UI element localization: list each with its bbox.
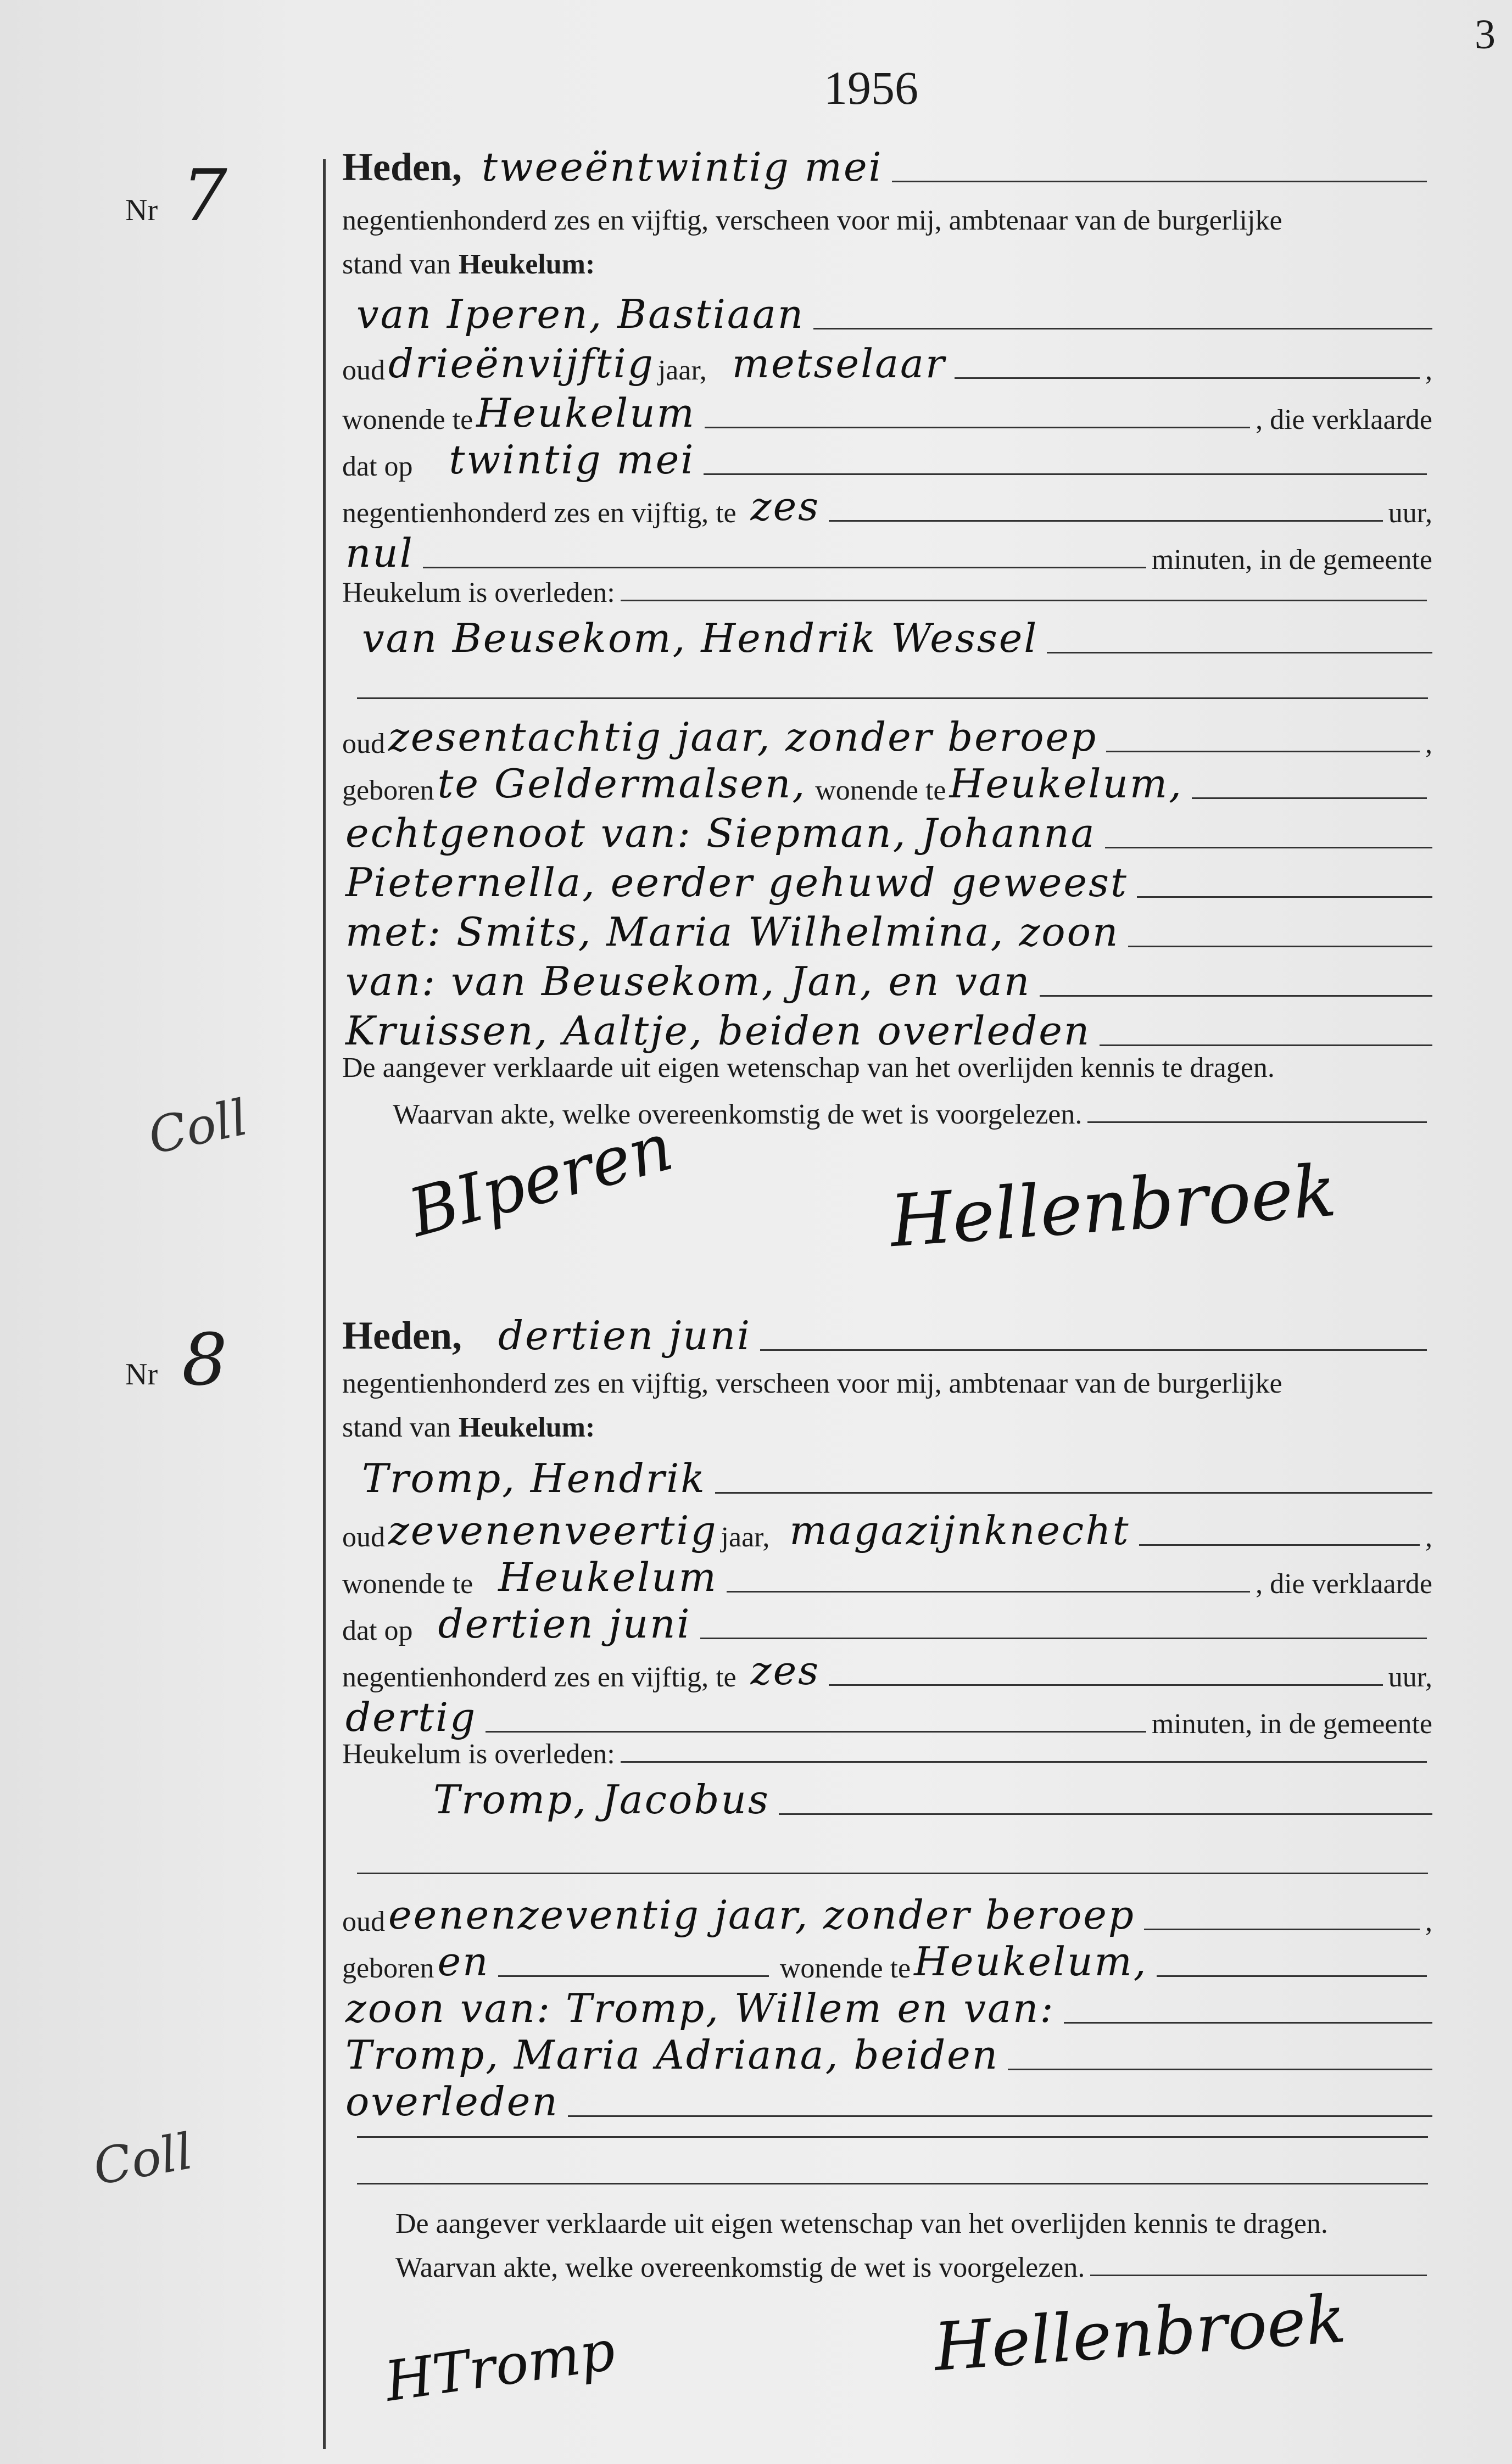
- municipality-name: Heukelum:: [458, 249, 595, 280]
- declarant-signature: HTromp: [381, 2318, 619, 2414]
- declarant-line: [342, 1455, 1432, 1501]
- heden-date: dertien juni: [498, 1312, 752, 1359]
- remark-line: [342, 958, 1432, 1004]
- knowledge-text: De aangever verklaarde uit eigen wetenschap van het overlijden kennis te dragen.: [395, 2208, 1328, 2239]
- oud-label: oud: [342, 1522, 385, 1553]
- read-text: Waarvan akte, welke overeenkomstig de wet is voorgelezen.: [393, 1099, 1083, 1130]
- remark-line: [342, 810, 1432, 856]
- overleden-label: Heukelum is overleden:: [342, 1739, 615, 1770]
- intro-line: [342, 1367, 1432, 1400]
- heden-label: Heden,: [342, 1314, 462, 1357]
- remark-line: [342, 2079, 1432, 2125]
- wonende-label: wonende te: [342, 404, 473, 435]
- death-date-line: [342, 1601, 1432, 1647]
- read-line: [393, 1098, 1432, 1131]
- declarant-line: [342, 291, 1432, 337]
- page-year: 1956: [824, 62, 918, 114]
- remark-line: [342, 2032, 1432, 2078]
- declarant-residence: Heukelum: [498, 1554, 718, 1600]
- declarant-occupation: magazijnknecht: [789, 1507, 1130, 1554]
- declarant-residence: Heukelum: [476, 390, 696, 436]
- municipality-name: Heukelum:: [458, 1412, 595, 1443]
- heden-label: Heden,: [342, 145, 462, 189]
- blank-rule: [357, 697, 1428, 699]
- age-line: oud zevenenveertig jaar, magazijnknecht ,: [342, 1507, 1432, 1554]
- death-minutes: dertig: [345, 1694, 477, 1740]
- entry-number-label: Nr: [125, 193, 158, 227]
- deceased-age-line: oud zesentachtig jaar, zonder beroep ,: [342, 714, 1432, 760]
- entry-number: [125, 1318, 227, 1401]
- age-line: oud drieënvijftig jaar, metselaar ,: [342, 340, 1432, 387]
- heden-line: [342, 1312, 1432, 1359]
- overleden-label: Heukelum is overleden:: [342, 577, 615, 608]
- datop-label: dat op: [342, 451, 413, 482]
- knowledge-line: [395, 2208, 1432, 2240]
- deceased-line: [342, 615, 1432, 661]
- wonende-label: wonende te: [779, 1953, 911, 1984]
- deceased-label-line: [342, 577, 1432, 609]
- blank-rule: [357, 1873, 1428, 1874]
- remark-text: Kruissen, Aaltje, beiden overleden: [345, 1008, 1091, 1054]
- deceased-residence: Heukelum,: [949, 761, 1184, 807]
- minuten-label: minuten, in de gemeente: [1151, 1708, 1432, 1740]
- jaar-label: jaar,: [721, 1522, 770, 1553]
- read-line: [395, 2251, 1432, 2284]
- stand-line: [342, 248, 1432, 281]
- year-text: negentienhonderd zes en vijftig, te: [342, 1662, 737, 1693]
- death-date-line: [342, 437, 1432, 483]
- remark-text: zoon van: Tromp, Willem en van:: [345, 1985, 1055, 2031]
- verklaarde-label: , die verklaarde: [1256, 404, 1432, 435]
- entry-number-label: Nr: [125, 1357, 158, 1392]
- uur-label: uur,: [1388, 498, 1432, 529]
- deceased-line: [342, 1776, 1432, 1823]
- read-text: Waarvan akte, welke overeenkomstig de wet is voorgelezen.: [395, 2252, 1085, 2283]
- remark-text: Tromp, Maria Adriana, beiden: [345, 2032, 1000, 2078]
- intro-line: [342, 204, 1432, 237]
- birth-line: [342, 761, 1432, 807]
- declarant-signature: BIperen: [401, 1109, 680, 1252]
- wonende-label: wonende te: [815, 775, 946, 806]
- deceased-age: eenenzeventig jaar, zonder beroep: [388, 1892, 1135, 1938]
- minutes-line: [342, 530, 1432, 576]
- oud-label: oud: [342, 728, 385, 759]
- coll-annotation: Coll: [143, 1088, 253, 1166]
- oud-label: oud: [342, 355, 385, 386]
- remark-text: overleden: [345, 2079, 559, 2125]
- death-hour: zes: [750, 1647, 821, 1694]
- deceased-name: Tromp, Jacobus: [433, 1776, 770, 1823]
- intro-text: negentienhonderd zes en vijftig, verscheen voor mij, ambtenaar van de burgerlijke: [342, 1368, 1282, 1399]
- deceased-residence: Heukelum,: [914, 1938, 1148, 1985]
- death-hour: zes: [750, 483, 821, 529]
- remark-text: echtgenoot van: Siepman, Johanna: [345, 810, 1096, 856]
- residence-line: [342, 390, 1432, 436]
- coll-annotation: Coll: [89, 2122, 197, 2197]
- entry-number: [125, 154, 227, 237]
- oud-label: oud: [342, 1906, 385, 1937]
- birth-place: te Geldermalsen,: [437, 761, 807, 807]
- declarant-name: Tromp, Hendrik: [362, 1455, 706, 1501]
- remark-text: Pieternella, eerder gehuwd geweest: [345, 859, 1128, 906]
- registrar-signature: Hellenbroek: [931, 2281, 1348, 2387]
- geboren-label: geboren: [342, 1953, 434, 1984]
- death-date: twintig mei: [449, 437, 695, 483]
- uur-label: uur,: [1388, 1662, 1432, 1693]
- death-minutes: nul: [345, 530, 414, 576]
- blank-rule: [357, 2183, 1428, 2184]
- birth-place: en: [437, 1938, 490, 1985]
- declarant-age: drieënvijftig: [388, 340, 655, 387]
- birth-line: [342, 1938, 1432, 1985]
- margin-rule: [323, 159, 326, 2449]
- geboren-label: geboren: [342, 775, 434, 806]
- wonende-label: wonende te: [342, 1568, 473, 1600]
- entry-number-value: 8: [182, 1318, 227, 1401]
- remark-line: [342, 1985, 1432, 2031]
- deceased-age-line: oud eenenzeventig jaar, zonder beroep ,: [342, 1892, 1432, 1938]
- remark-text: met: Smits, Maria Wilhelmina, zoon: [345, 909, 1120, 955]
- heden-date: tweeëntwintig mei: [482, 144, 883, 190]
- registrar-signature: Hellenbroek: [887, 1148, 1339, 1264]
- minutes-line: [342, 1694, 1432, 1740]
- remark-text: van: van Beusekom, Jan, en van: [345, 958, 1031, 1004]
- intro-text: negentienhonderd zes en vijftig, verscheen voor mij, ambtenaar van de burgerlijke: [342, 205, 1282, 236]
- blank-rule: [357, 2136, 1428, 2138]
- page-number: 3: [1475, 12, 1496, 58]
- deceased-age: zesentachtig jaar, zonder beroep: [388, 714, 1098, 760]
- hour-line: [342, 483, 1432, 529]
- datop-label: dat op: [342, 1615, 413, 1646]
- knowledge-line: [342, 1052, 1432, 1084]
- heden-line: [342, 144, 1432, 190]
- jaar-label: jaar,: [657, 355, 707, 386]
- stand-text: stand van: [342, 249, 451, 280]
- stand-text: stand van: [342, 1412, 451, 1443]
- hour-line: [342, 1647, 1432, 1694]
- deceased-label-line: [342, 1738, 1432, 1770]
- remark-line: [342, 859, 1432, 906]
- remark-line: [342, 909, 1432, 955]
- minuten-label: minuten, in de gemeente: [1151, 544, 1432, 576]
- death-date: dertien juni: [438, 1601, 691, 1647]
- year-text: negentienhonderd zes en vijftig, te: [342, 498, 737, 529]
- verklaarde-label: , die verklaarde: [1256, 1568, 1432, 1600]
- declarant-name: van Iperen, Bastiaan: [356, 291, 805, 337]
- deceased-name: van Beusekom, Hendrik Wessel: [362, 615, 1039, 661]
- stand-line: [342, 1411, 1432, 1444]
- residence-line: [342, 1554, 1432, 1600]
- remark-line: [342, 1008, 1432, 1054]
- declarant-occupation: metselaar: [732, 340, 946, 387]
- declarant-age: zevenenveertig: [388, 1507, 718, 1554]
- entry-number-value: 7: [182, 154, 227, 237]
- knowledge-text: De aangever verklaarde uit eigen wetenschap van het overlijden kennis te dragen.: [342, 1052, 1275, 1083]
